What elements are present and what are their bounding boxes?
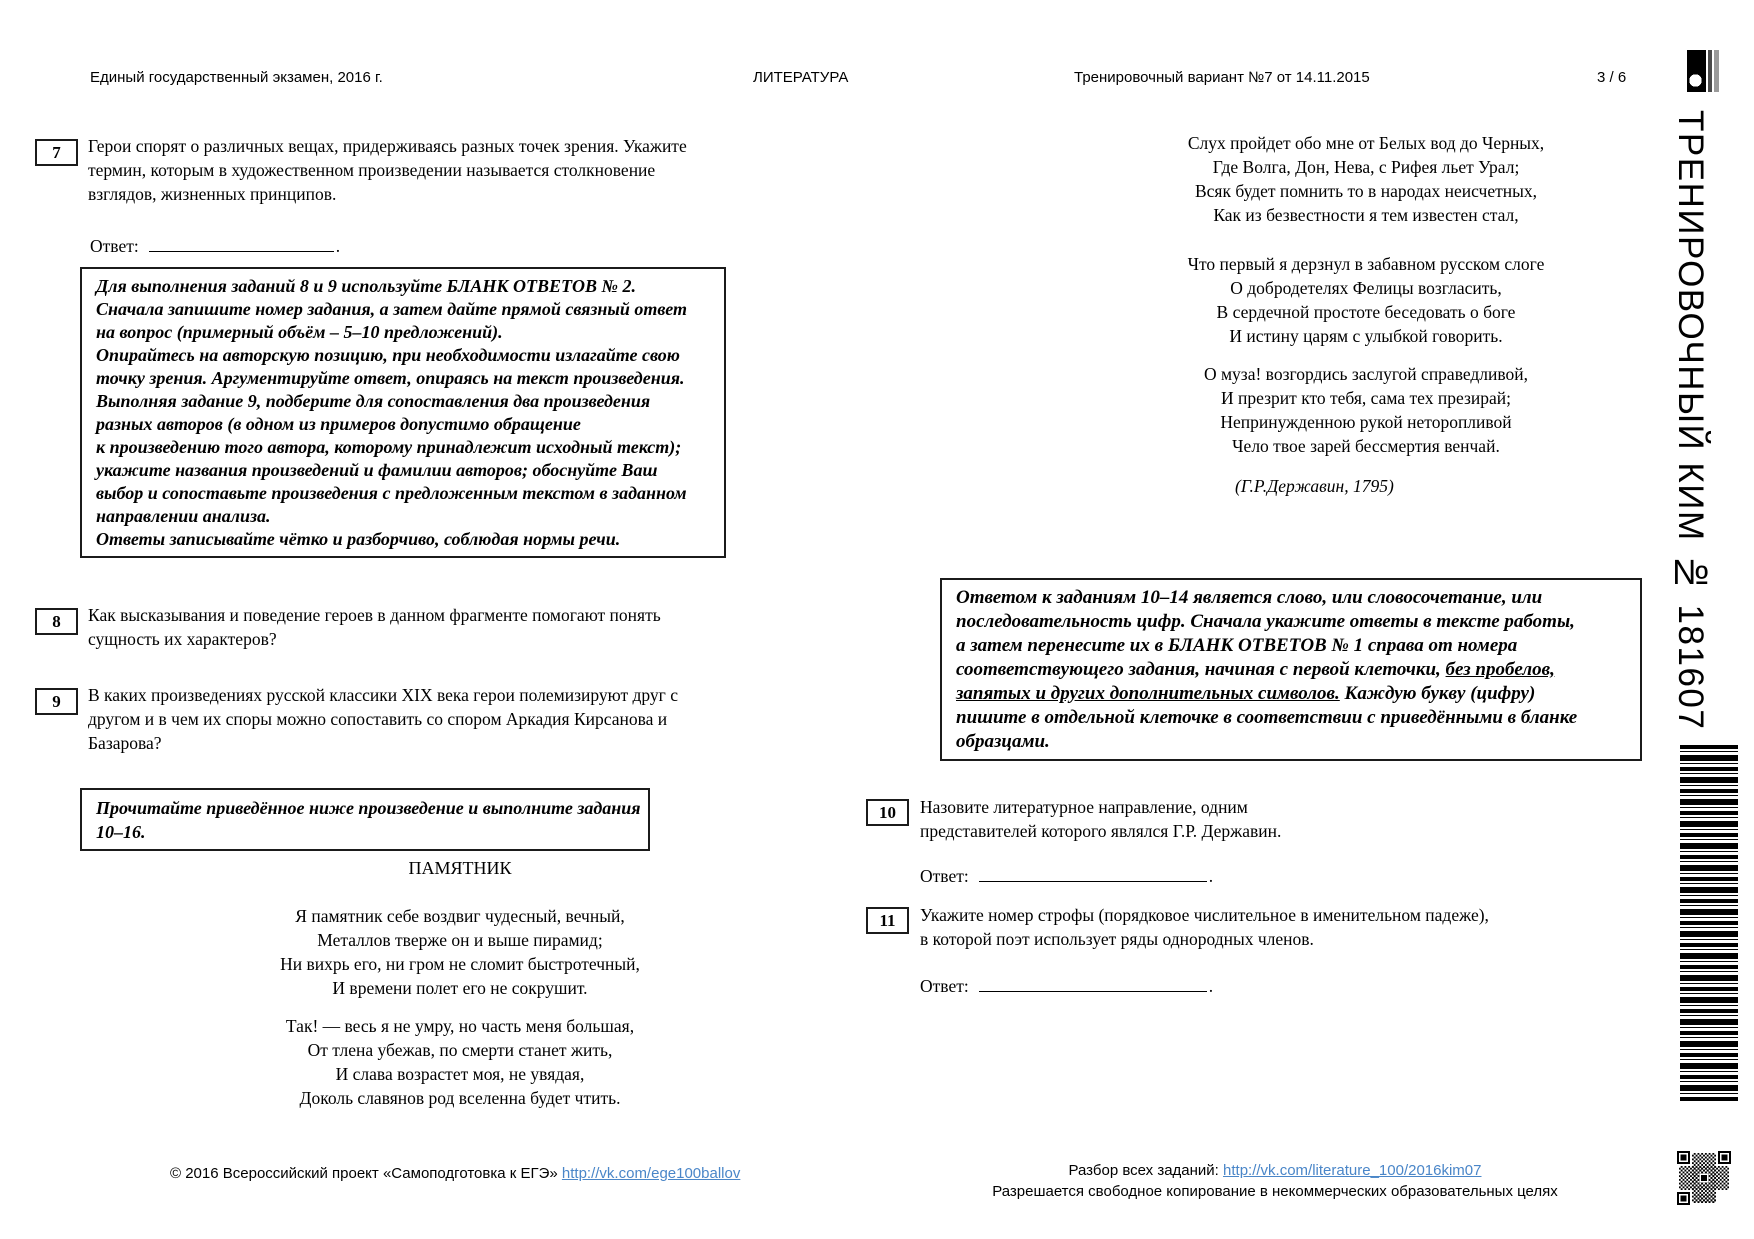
answer-blank — [979, 867, 1207, 882]
qr-code — [1677, 1150, 1731, 1206]
footer-vk-link[interactable]: http://vk.com/ege100ballov — [561, 1165, 741, 1182]
question-line: термин, которым в художественном произведении называется столкновение — [88, 160, 656, 180]
question-line: Базарова? — [88, 733, 162, 753]
read-poem-prompt-box — [80, 788, 650, 851]
instruction-line: Ответы записывайте чётко и разборчиво, соблюдая нормы речи. — [96, 529, 621, 549]
answer-row-q7 — [90, 234, 340, 258]
poem-line: И истину царям с улыбкой говорить. — [1229, 326, 1503, 346]
instruction-line: Для выполнения заданий 8 и 9 используйте БЛАНК ОТВЕТОВ № 2. — [96, 276, 637, 296]
poem-line: Чело твое зарей бессмертия венчай. — [1232, 436, 1500, 456]
poem-stanza-5 — [1060, 362, 1672, 458]
instructions-tasks-8-9-box — [80, 267, 726, 558]
poem-line: Я памятник себе воздвиг чудесный, вечный, — [295, 906, 625, 926]
publisher-logo-icon — [1687, 50, 1719, 92]
instruction-line: последовательность цифр. Сначала укажите ответы в тексте работы, — [956, 611, 1575, 632]
poem-stanza-3 — [1060, 131, 1672, 227]
answer-label: Ответ: — [920, 976, 969, 996]
instruction-line: 10–16. — [96, 822, 146, 842]
answer-label: Ответ: — [920, 866, 969, 886]
footer-analysis-link[interactable]: http://vk.com/literature_100/2016kim07 — [1223, 1162, 1482, 1179]
footer-analysis-label: Разбор всех заданий: — [1068, 1162, 1224, 1179]
question-line: взглядов, жизненных принципов. — [88, 184, 337, 204]
instructions-tasks-10-14-box — [940, 578, 1642, 761]
instruction-line: Выполняя задание 9, подберите для сопоставления два произведения — [96, 391, 651, 411]
header-subject: ЛИТЕРАТУРА — [753, 69, 849, 86]
question-line: Назовите литературное направление, одним — [920, 797, 1248, 817]
question-number-box: 10 — [866, 799, 909, 826]
instruction-line: запятых и других дополнительных символов. Каждую букву (цифру) — [956, 683, 1536, 704]
question-11-text — [920, 903, 1489, 951]
instruction-line: Ответом к заданиям 10–14 является слово, или словосочетание, или — [956, 587, 1543, 608]
question-line: в которой поэт использует ряды однородных членов. — [920, 929, 1314, 949]
poem-line: От тлена убежав, по смерти станет жить, — [307, 1040, 613, 1060]
question-line: другом и в чем их споры можно сопоставить со спором Аркадия Кирсанова и — [88, 709, 668, 729]
answer-row-q11 — [920, 974, 1213, 998]
footer-license-note: Разрешается свободное копирование в некоммерческих образовательных целях — [992, 1183, 1558, 1200]
question-9-text — [88, 683, 678, 755]
poem-line: И времени полет его не сокрушит. — [332, 978, 588, 998]
question-number-box: 8 — [35, 608, 78, 635]
instruction-line: Опирайтесь на авторскую позицию, при необходимости излагайте свою — [96, 345, 680, 365]
answer-label: Ответ: — [90, 236, 139, 256]
question-line: Как высказывания и поведение героев в данном фрагменте помогают понять — [88, 605, 661, 625]
poem-line: О муза! возгордись заслугой справедливой, — [1203, 364, 1529, 384]
instruction-line: пишите в отдельной клеточке в соответствии с приведёнными в бланке — [956, 707, 1578, 728]
instruction-line: укажите названия произведений и фамилии авторов; обоснуйте Ваш — [96, 460, 658, 480]
instruction-line: разных авторов (в одном из примеров допустимо обращение — [96, 414, 581, 434]
poem-stanza-4 — [1060, 252, 1672, 348]
question-number-box: 7 — [35, 139, 78, 166]
question-number-box: 11 — [866, 907, 909, 934]
question-line: В каких произведениях русской классики XIX века герои полемизируют друг с — [88, 685, 678, 705]
answer-period: . — [1208, 866, 1214, 886]
poem-line: Так! — весь я не умру, но часть меня большая, — [285, 1016, 635, 1036]
poem-line: Непринужденною рукой неторопливой — [1220, 412, 1512, 432]
header-variant: Тренировочный вариант №7 от 14.11.2015 — [1074, 69, 1370, 86]
poem-line: И слава возрастет моя, не увядая, — [335, 1064, 585, 1084]
instruction-line: а затем перенесите их в БЛАНК ОТВЕТОВ № 1 справа от номера — [956, 635, 1518, 656]
question-line: Герои спорят о различных вещах, придерживаясь разных точек зрения. Укажите — [88, 136, 687, 156]
poem-line: Ни вихрь его, ни гром не сломит быстротечный, — [280, 954, 640, 974]
poem-stanza-1 — [120, 904, 800, 1000]
poem-line: И презрит кто тебя, сама тех презирай; — [1221, 388, 1511, 408]
footer-copyright — [170, 1163, 740, 1184]
poem-line: О добродетелях Фелицы возгласить, — [1230, 278, 1502, 298]
question-7-text — [88, 134, 687, 206]
poem-line: Как из безвестности я тем известен стал, — [1213, 205, 1519, 225]
question-number-box: 9 — [35, 688, 78, 715]
barcode — [1680, 745, 1738, 1103]
poem-stanza-2 — [120, 1014, 800, 1110]
answer-period: . — [1208, 976, 1214, 996]
question-10-text — [920, 795, 1281, 843]
answer-row-q10 — [920, 864, 1213, 888]
poem-attribution: (Г.Р.Державин, 1795) — [1235, 476, 1394, 496]
poem-line: Доколь славянов род вселенна будет чтить. — [299, 1088, 621, 1108]
poem-line: Где Волга, Дон, Нева, с Рифея льет Урал; — [1212, 157, 1520, 177]
poem-line: В сердечной простоте беседовать о боге — [1216, 302, 1516, 322]
footer-right — [985, 1160, 1565, 1202]
footer-analysis-line — [985, 1160, 1565, 1181]
question-line: представителей которого являлся Г.Р. Державин. — [920, 821, 1282, 841]
instruction-line: точку зрения. Аргументируйте ответ, опираясь на текст произведения. — [96, 368, 685, 388]
instruction-line: соответствующего задания, начиная с первой клеточки, без пробелов, — [956, 659, 1555, 680]
poem-title: ПАМЯТНИК — [408, 858, 512, 878]
instruction-line: на вопрос (примерный объём – 5–10 предложений). — [96, 322, 503, 342]
question-8-text — [88, 603, 661, 651]
poem-line: Что первый я дерзнул в забавном русском слоге — [1187, 254, 1545, 274]
instruction-line: Сначала запишите номер задания, а затем дайте прямой связный ответ — [96, 299, 688, 319]
poem-line: Металлов тверже он и выше пирамид; — [317, 930, 603, 950]
footer-copyright-text: © 2016 Всероссийский проект «Самоподготовка к ЕГЭ» — [170, 1165, 562, 1182]
kim-sidebar-label: ТРЕНИРОВОЧНЫЙ КИМ № 181607 — [1671, 110, 1710, 731]
instruction-line: выбор и сопоставьте произведения с предложенным текстом в заданном — [96, 483, 687, 503]
instruction-line: направлении анализа. — [96, 506, 271, 526]
instruction-line: к произведению того автора, которому принадлежит исходный текст); — [96, 437, 682, 457]
answer-blank — [979, 977, 1207, 992]
poem-line: Всяк будет помнить то в народах неисчетных, — [1194, 181, 1538, 201]
page-number: 3 / 6 — [1597, 69, 1627, 86]
question-line: Укажите номер строфы (порядковое числительное в именительном падеже), — [920, 905, 1489, 925]
poem-line: Слух пройдет обо мне от Белых вод до Черных, — [1187, 133, 1545, 153]
instruction-line: Прочитайте приведённое ниже произведение и выполните задания — [96, 798, 641, 818]
answer-blank — [149, 237, 334, 252]
question-line: сущность их характеров? — [88, 629, 277, 649]
instruction-line: образцами. — [956, 731, 1050, 752]
answer-period: . — [335, 236, 341, 256]
header-exam-title: Единый государственный экзамен, 2016 г. — [90, 69, 383, 86]
